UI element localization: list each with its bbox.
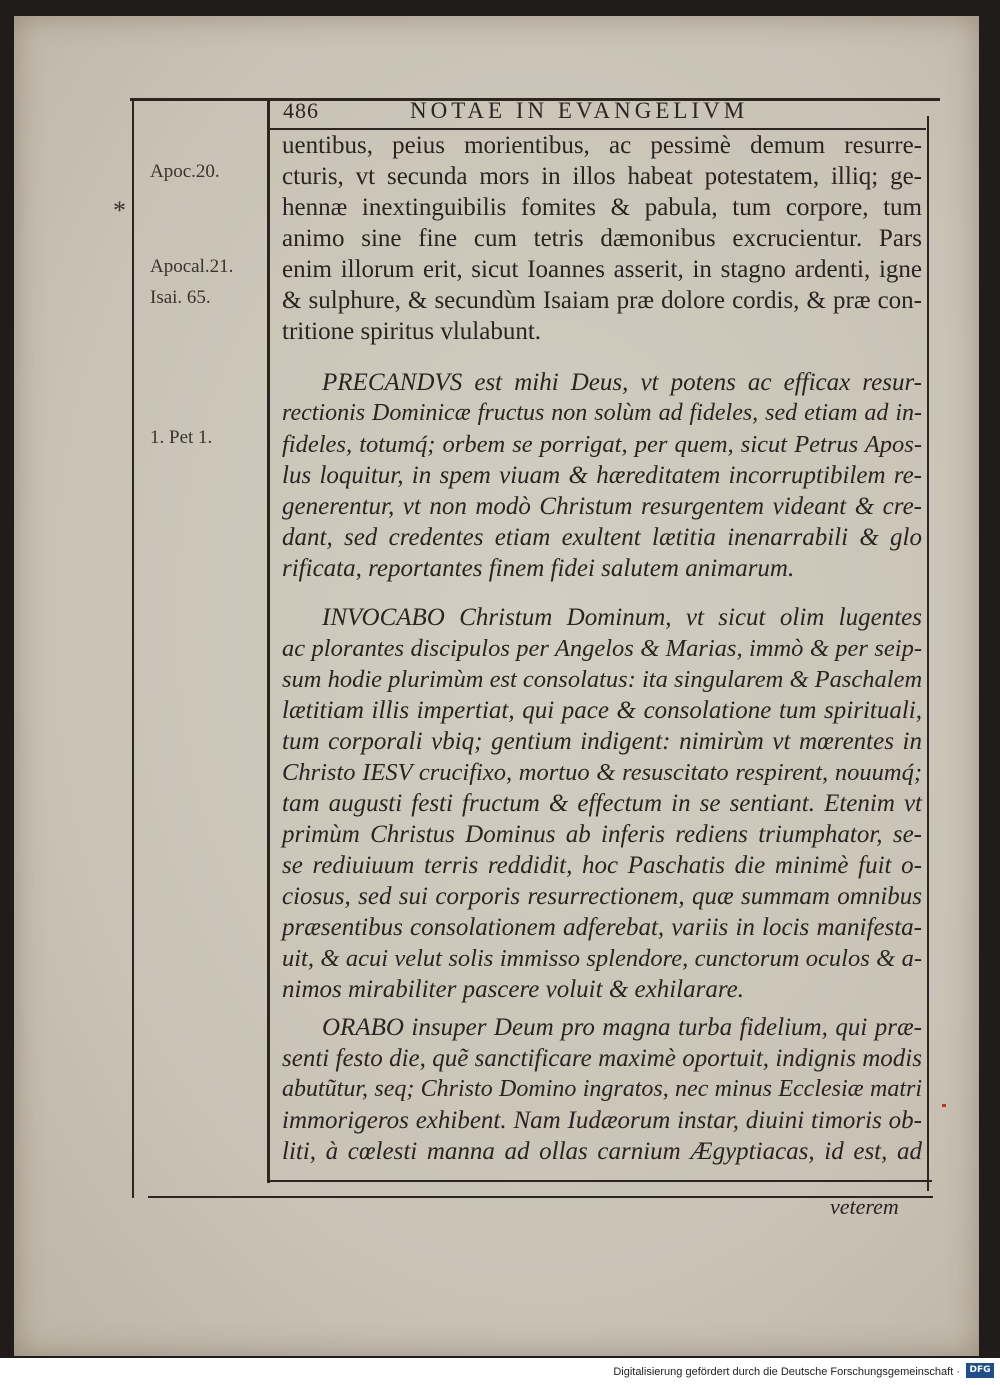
dfg-credit: Digitalisierung gefördert durch die Deutsche Forschungsgemeinschaft · <box>613 1366 960 1378</box>
text-line: INVOCABO Christum Dominum, vt sicut olim lugentes <box>322 604 922 631</box>
text-line: generentur, vt non modò Christum resurgentem videant & cre- <box>282 493 922 520</box>
text-line: & sulphure, & secundùm Isaiam præ dolore cordis, & præ con- <box>282 287 922 314</box>
text-line: ORABO insuper Deum pro magna turba fidelium, qui præ- <box>322 1014 922 1041</box>
text-line: uentibus, peius morientibus, ac pessimè demum resurre- <box>282 132 922 159</box>
margin-note-apoc20: Apoc.20. <box>150 161 220 182</box>
text-line: fideles, totumq́; orbem se porrigat, per quem, sicut Petrus Apos- <box>282 431 922 458</box>
paragraph-2-precandus <box>282 367 922 584</box>
text-line: immorigeros exhibent. Nam Iudæorum instar, diuini timoris ob- <box>282 1107 922 1134</box>
text-line: lætitiam illis impertiat, qui pace & consolatione tum spirituali, <box>282 697 922 724</box>
text-line: senti festo die, quẽ sanctificare maximè oportuit, indignis modis <box>282 1045 922 1072</box>
running-title: NOTAE IN EVANGELIVM <box>410 98 749 123</box>
paragraph-3-invocabo <box>282 602 922 1005</box>
text-line: ciosus, sed sui corporis resurrectionem, quæ summam omnibus <box>282 883 922 910</box>
digitization-footer <box>0 1358 1000 1385</box>
text-line: animo sine fine cum tetris dæmonibus excrucientur. Pars <box>282 225 922 252</box>
bottom-rule <box>267 1180 932 1182</box>
text-line: se rediuiuum terris reddidit, hoc Paschatis die minimè fuit o- <box>282 852 922 879</box>
text-line: PRECANDVS est mihi Deus, vt potens ac efficax resur- <box>322 369 922 396</box>
text-line: ac plorantes discipulos per Angelos & Marias, immò & per seip- <box>282 635 922 662</box>
margin-note-isai65: Isai. 65. <box>150 287 211 308</box>
page-number: 486 <box>283 98 319 123</box>
text-line: cturis, vt secunda mors in illos habeat potestatem, illiq; ge- <box>282 163 922 190</box>
footer-rule <box>148 1196 933 1198</box>
text-line: sum hodie plurimùm est consolatus: ita singularem & Paschalem <box>282 666 923 693</box>
paragraph-4-orabo <box>282 1012 922 1167</box>
text-line: tam augusti festi fructum & effectum in se sentiant. Etenim vt <box>282 790 922 817</box>
text-line: nimos mirabiliter pascere voluit & exhilarare. <box>282 976 744 1003</box>
text-line: primùm Christus Dominus ab inferis rediens triumphator, se- <box>282 821 922 848</box>
text-line: lus loquitur, in spem viuam & hæreditatem incorruptibilem re- <box>282 462 922 489</box>
left-margin-rule <box>132 98 134 1198</box>
text-line: rectionis Dominicæ fructus non solùm ad fideles, sed etiam ad in- <box>282 400 922 426</box>
text-line: Christo IESV crucifixo, mortuo & resuscitato respirent, nouumq́; <box>282 759 922 786</box>
text-line: enim illorum erit, sicut Ioannes asserit, in stagno ardenti, igne <box>282 256 922 283</box>
text-column-rule <box>267 98 270 1183</box>
paragraph-1 <box>282 130 922 347</box>
right-rule <box>927 116 929 1191</box>
text-line: rificata, reportantes finem fidei salutem animarum. <box>282 555 795 582</box>
text-line: tritione spiritus vlulabunt. <box>282 318 542 345</box>
red-ink-mark <box>942 1104 946 1107</box>
text-line: tum corporali vbiq; gentium indigent: nimirùm vt mœrentes in <box>282 728 922 755</box>
text-line: præsentibus consolationem adferebat, variis in locis manifesta- <box>282 914 922 941</box>
text-line: uit, & acui velut solis immisso splendore, cunctorum oculos & a- <box>282 945 922 972</box>
dfg-logo: DFG <box>966 1363 994 1378</box>
margin-note-1pet1: 1. Pet 1. <box>150 427 213 448</box>
text-line: liti, à cœlesti manna ad ollas carnium Ægyptiacas, id est, ad <box>282 1138 922 1165</box>
text-line: dant, sed credentes etiam exultent lætitia inenarrabili & glo <box>282 524 922 551</box>
catchword: veterem <box>830 1194 899 1219</box>
asterisk-mark: * <box>113 196 126 225</box>
text-line: hennæ inextinguibilis fomites & pabula, tum corpore, tum <box>282 194 922 221</box>
margin-note-apocal21: Apocal.21. <box>150 256 234 277</box>
text-line: abutũtur, seq; Christo Domino ingratos, nec minus Ecclesiæ matri <box>282 1076 922 1102</box>
